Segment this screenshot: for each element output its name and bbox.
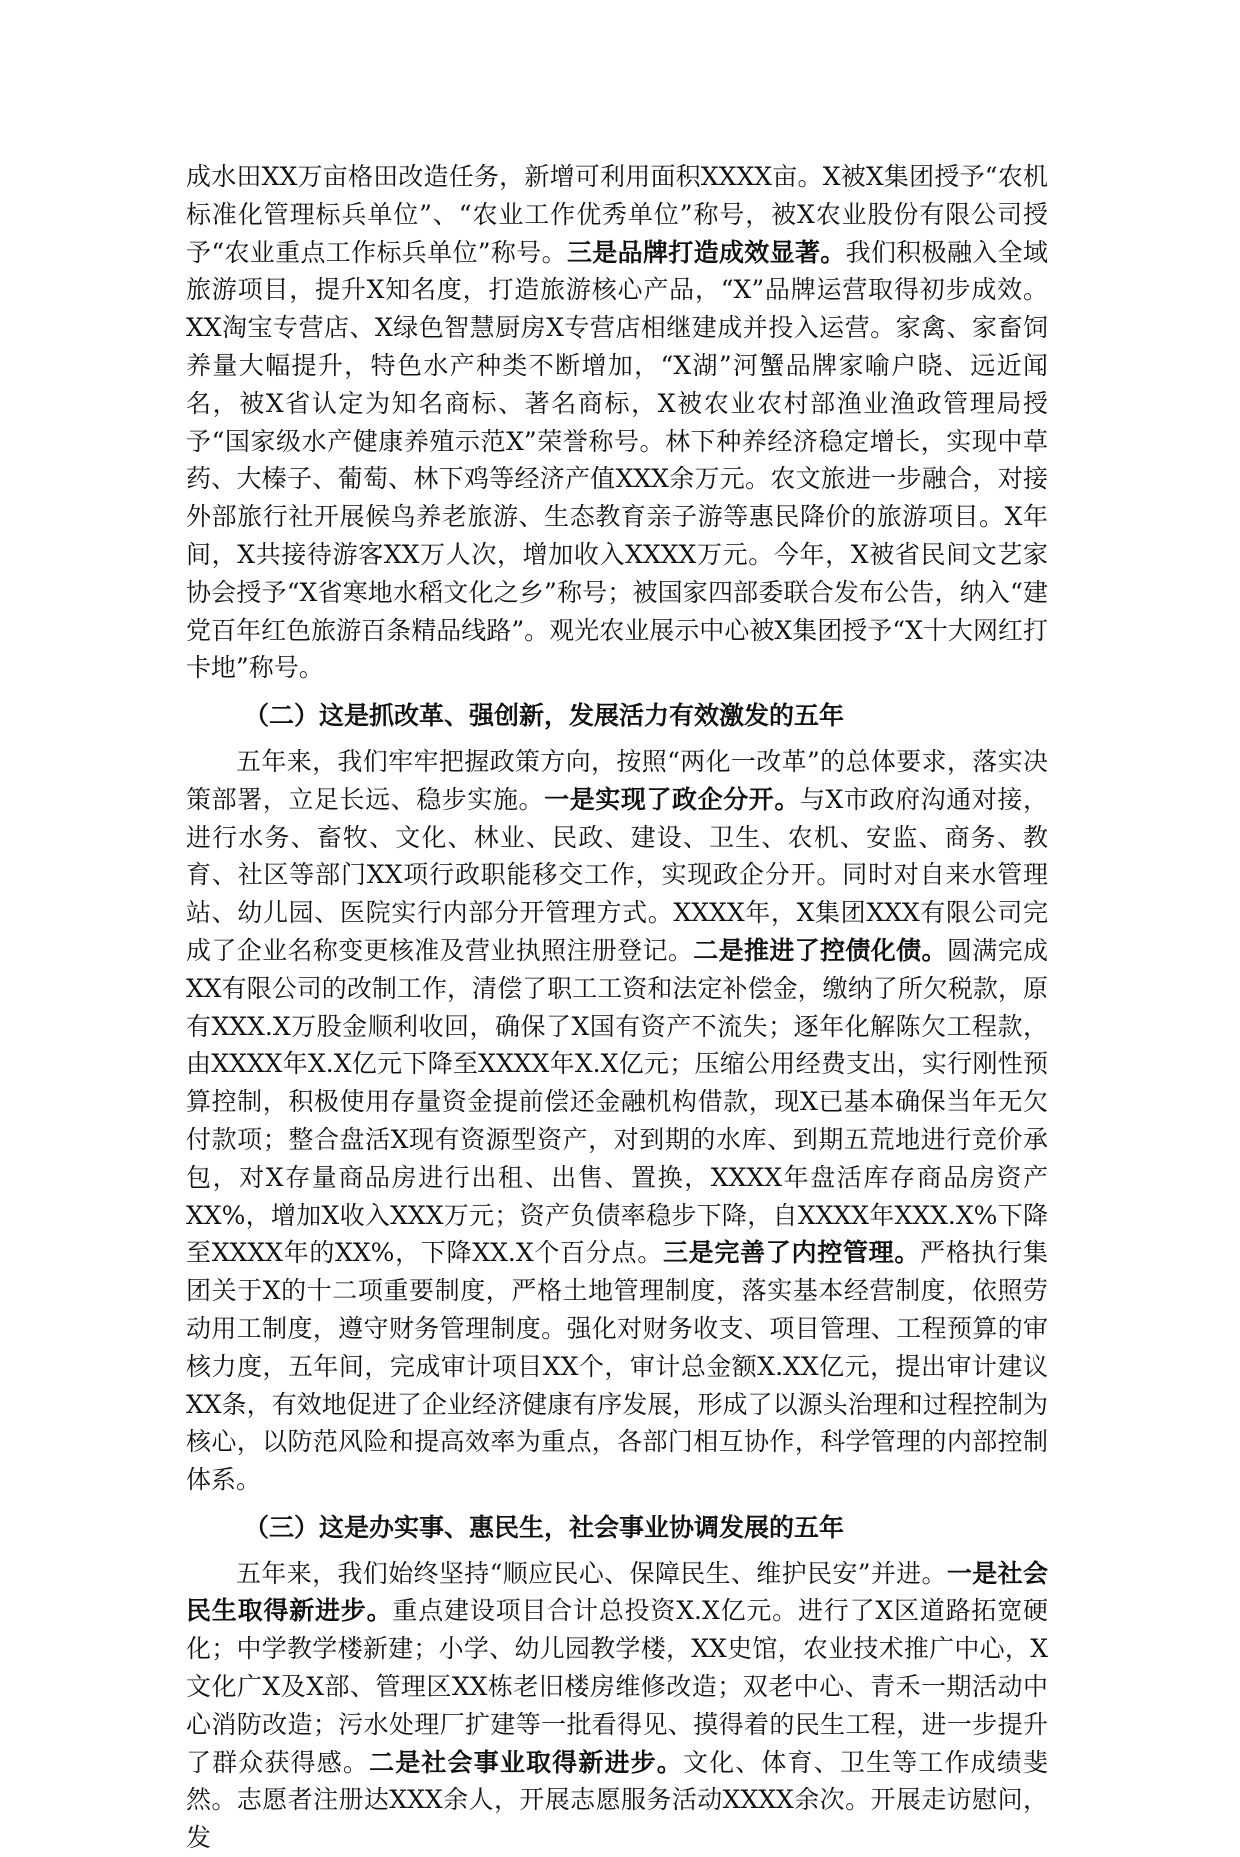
- section-heading-livelihood: （三）这是办实事、惠民生，社会事业协调发展的五年: [244, 1512, 845, 1542]
- paragraph-livelihood: [186, 1555, 1048, 1857]
- paragraph-text: 成水田XX万亩格田改造任务，新增可利用面积XXXX亩。X被X集团授予“农机标准化管理标兵单位”、“农业工作优秀单位”称号，被X农业股份有限公司授予“农业重点工作标兵单位”称号。: [186, 162, 1048, 267]
- bold-lead-phrase: 一是社会民生取得新进步。: [186, 1558, 1048, 1626]
- bold-lead-phrase: 三是完善了内控管理。: [662, 1238, 921, 1268]
- paragraph-text: 圆满完成XX有限公司的改制工作，清偿了职工工资和法定补偿金，缴纳了所欠税款，原有XXX.X万股金顺利收回，确保了X国有资产不流失；逐年化解陈欠工程款，由XXXX年X.X亿元下降至XXXX年X.X亿元；压缩公用经费支出，实行刚性预算控制，积极使用存量资金提前偿还金融机构借款，现X已基本确保当年无欠付款项；整合盘活X现有资源型资产，对到期的水库、到期五荒地进行竞价承包，对X存量商品房进行出租、出售、置换，XXXX年盘活库存商品房资产XX%，增加X收入XXX万元；资产负债率稳步下降，自XXXX年XXX.X%下降至XXXX年的XX%，下降XX.X个百分点。: [186, 935, 1048, 1268]
- paragraph-text: 与X市政府沟通对接，进行水务、畜牧、文化、林业、民政、建设、卫生、农机、安监、商务、教育、社区等部门XX项行政职能移交工作，实现政企分开。同时对自来水管理站、幼儿园、医院实行内部分开管理方式。XXXX年，X集团XXX有限公司完成了企业名称变更核准及营业执照注册登记。: [186, 784, 1048, 965]
- paragraph-text: 我们积极融入全域旅游项目，提升X知名度，打造旅游核心产品，“X”品牌运营取得初步成效。XX淘宝专营店、X绿色智慧厨房X专营店相继建成并投入运营。家禽、家畜饲养量大幅提升，特色水产种类不断增加，“X湖”河蟹品牌家喻户晓、远近闻名，被X省认定为知名商标、著名商标，X被农业农村部渔业渔政管理局授予“国家级水产健康养殖示范X”荣誉称号。林下种养经济稳定增长，实现中草药、大榛子、葡萄、林下鸡等经济产值XXX余万元。农文旅进一步融合，对接外部旅行社开展候鸟养老旅游、生态教育亲子游等惠民降价的旅游项目。X年间，X共接待游客XX万人次，增加收入XXXX万元。今年，X被省民间文艺家协会授予“X省寒地水稻文化之乡”称号；被国家四部委联合发布公告，纳入“建党百年红色旅游百条精品线路”。观光农业展示中心被X集团授予“X十大网红打卡地”称号。: [186, 237, 1048, 683]
- section-heading-reform: （二）这是抓改革、强创新，发展活力有效激发的五年: [244, 701, 845, 731]
- bold-lead-phrase: 一是实现了政企分开。: [544, 784, 800, 814]
- paragraph-text: 五年来，我们牢牢把握政策方向，按照“两化一改革”的总体要求，落实决策部署，立足长远、稳步实施。: [186, 746, 1048, 814]
- paragraph-text: 文化、体育、卫生等工作成绩斐然。志愿者注册达XXX余人，开展志愿服务活动XXXX余次。开展走访慰问，发: [186, 1747, 1048, 1853]
- bold-lead-phrase: 三是品牌打造成效显著。: [566, 237, 846, 267]
- paragraph-text: 五年来，我们始终坚持“顺应民心、保障民生、维护民安”并进。: [236, 1558, 947, 1588]
- paragraph-text: 严格执行集团关于X的十二项重要制度，严格土地管理制度，落实基本经营制度，依照劳动用工制度，遵守财务管理制度。强化对财务收支、项目管理、工程预算的审核力度，五年间，完成审计项目XX个，审计总金额X.XX亿元，提出审计建议XX条，有效地促进了企业经济健康有序发展，形成了以源头治理和过程控制为核心，以防范风险和提高效率为重点，各部门相互协作，科学管理的内部控制体系。: [186, 1238, 1048, 1495]
- paragraph-text: 重点建设项目合计总投资X.X亿元。进行了X区道路拓宽硬化；中学教学楼新建；小学、幼儿园教学楼，XX史馆，农业技术推广中心，X文化广X及X部、管理区XX栋老旧楼房维修改造；双老中心、青禾一期活动中心消防改造；污水处理厂扩建等一批看得见、摸得着的民生工程，进一步提升了群众获得感。: [186, 1596, 1048, 1777]
- bold-lead-phrase: 二是推进了控债化债。: [693, 935, 947, 965]
- document-body: [186, 158, 1048, 1857]
- paragraph-reform: [186, 743, 1048, 1499]
- bold-lead-phrase: 二是社会事业取得新进步。: [369, 1747, 683, 1777]
- paragraph-brand-building: [186, 158, 1048, 687]
